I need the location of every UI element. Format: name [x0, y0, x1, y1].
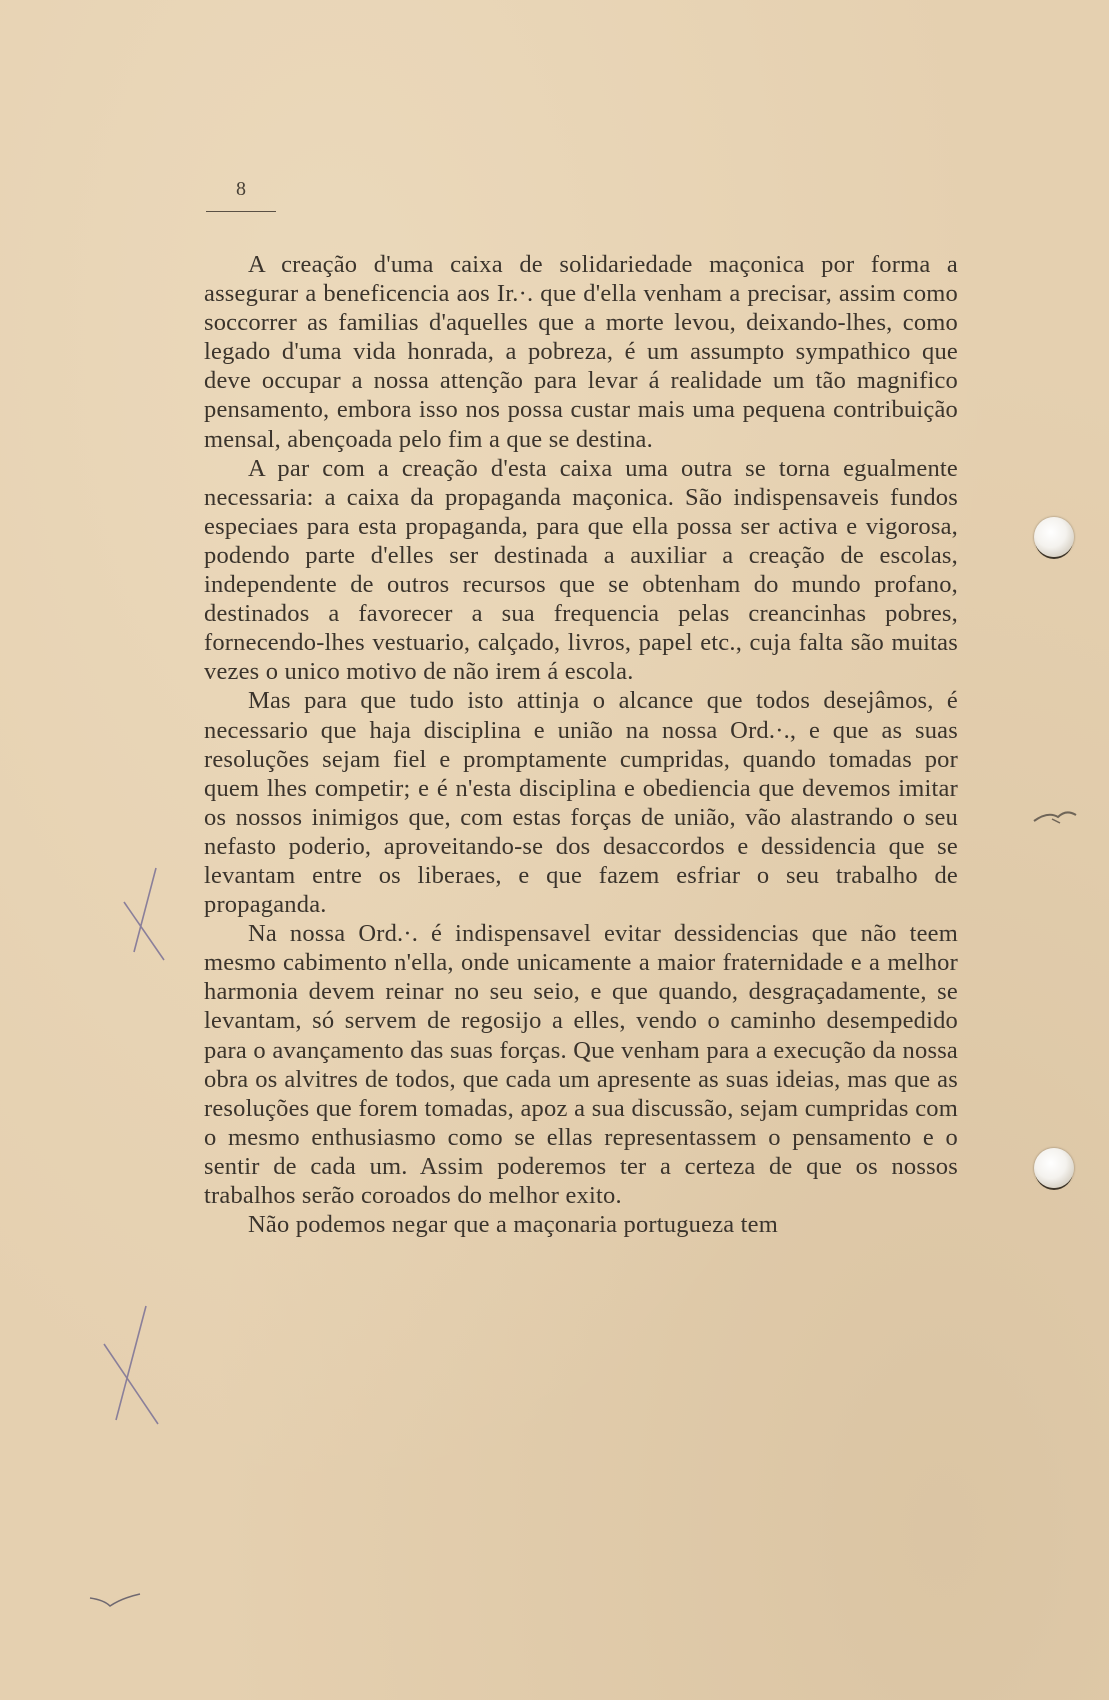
paragraph-3: Mas para que tudo isto attinja o alcance que todos desejâmos, é necessario que haja disciplina e união na nossa Ord.·., e que as suas resoluções sejam fiel e promptamente cumpridas, quando tomadas por quem lhes competir; e é n'esta disciplina e obediencia que devemos imitar os nossos inimigos que, com estas forças de união, vão alastrando o seu nefasto poderio, aproveitando-se dos desaccordos e dessidencia que se levantam entre os liberaes, e que fazem esfriar o seu trabalho de propaganda. — [204, 687, 958, 919]
punch-hole-icon — [1034, 1148, 1074, 1188]
body-text — [204, 250, 958, 1239]
pencil-tick-mark-icon — [1030, 805, 1080, 829]
pencil-tick-mark-icon — [86, 1590, 146, 1616]
paragraph-5: Não podemos negar que a maçonaria portugueza tem — [248, 1211, 779, 1239]
paragraph-1: A creação d'uma caixa de solidariedade maçonica por forma a assegurar a beneficencia aos Ir.·. que d'ella venham a precisar, assim como soccorrer as familias d'aquelles que a morte levou, deixando-lhes, como legado d'uma vida honrada, a pobreza, é um assumpto sympathico que deve occupar a nossa attenção para levar á realidade um tão magnifico pensamento, embora isso nos possa custar mais uma pequena contribuição mensal, abençoada pelo fim a que se destina. — [204, 251, 958, 453]
paragraph-4: Na nossa Ord.·. é indispensavel evitar dessidencias que não teem mesmo cabimento n'ella, onde unicamente a maior fraternidade e a melhor harmonia devem reinar no seu seio, e que quando, desgraçadamente, se levantam, só servem de regosijo a elles, vendo o caminho desempedido para o avançamento das suas forças. Que venham para a execução da nossa obra os alvitres de todos, que cada um apresente as suas ideias, mas que as resoluções que forem tomadas, apoz a sua discussão, sejam cumpridas com o mesmo enthusiasmo como se ellas representassem o pensamento e o sentir de cada um. Assim poderemos ter a certeza de que os nossos trabalhos serão coroados do melhor exito. — [204, 920, 958, 1209]
pencil-cross-mark-icon — [98, 1300, 168, 1430]
pencil-cross-mark-icon — [112, 860, 172, 970]
punch-hole-icon — [1034, 517, 1074, 557]
page-number: 8 — [236, 178, 246, 200]
page-number-rule — [206, 211, 276, 212]
paragraph-2: A par com a creação d'esta caixa uma outra se torna egualmente necessaria: a caixa da propaganda maçonica. São indispensaveis fundos especiaes para esta propaganda, para que ella possa ser activa e vigorosa, podendo parte d'elles ser destinada a auxiliar a creação de escolas, independente de outros recursos que se obtenham do mundo profano, destinados a favorecer a sua frequencia pelas creancinhas pobres, fornecendo-lhes vestuario, calçado, livros, papel etc., cuja falta são muitas vezes o unico motivo de não irem á escola. — [204, 454, 958, 686]
